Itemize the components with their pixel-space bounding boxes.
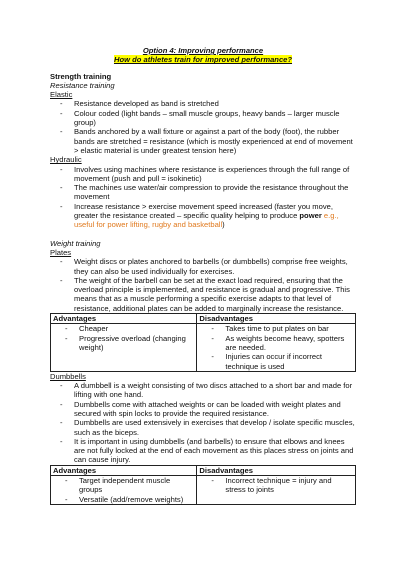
dumbbells-table: [50, 465, 356, 505]
subheading-resistance: Resistance training: [50, 80, 115, 90]
table-header-row: [51, 465, 356, 475]
table-header-row: [51, 314, 356, 324]
emphasis-power: power: [299, 211, 322, 221]
highlighted-example: e.g., useful for power lifting, rugby and basketball: [74, 211, 339, 230]
advantages-list: [53, 476, 194, 504]
spacer: [50, 230, 356, 239]
advantages-list: [53, 324, 194, 352]
table-row: [51, 324, 356, 371]
heading-dumbbells: Dumbbells: [50, 371, 86, 381]
hydraulic-list: [50, 165, 356, 230]
plates-table: [50, 313, 356, 372]
table-cell-disadvantages: [197, 324, 356, 371]
section-heading-strength: Strength training: [50, 71, 112, 81]
list-item: - A dumbbell is a weight consisting of two discs attached to a short bar and made for lifting with one hand.: [74, 381, 356, 400]
heading-elastic: Elastic: [50, 90, 73, 100]
table-cell-advantages: [51, 476, 197, 505]
table-cell-advantages: [51, 324, 197, 371]
page-title: Option 4: Improving performance: [142, 46, 264, 55]
list-item: - Colour coded (light bands – small muscle groups, heavy bands – larger muscle group): [74, 109, 356, 128]
list-item-text: Increase resistance > exercise movement speed increased (faster you move, greater the resistance created – specific quality helping to produce: [74, 201, 333, 221]
list-item: - The weight of the barbell can be set at the exact load required, ensuring that the overload principle is implemented, and resistance is gradual and progressive. This means that as a muscle performing a specific exercise adapts to that level of resistance, additional plates can be added to marginally increase the resistance.: [74, 276, 356, 313]
table-header-advantages: Advantages: [51, 465, 197, 475]
table-header-advantages: Advantages: [51, 314, 197, 324]
elastic-list: [50, 99, 356, 155]
table-row: [51, 476, 356, 505]
list-item: - Target independent muscle groups: [79, 476, 194, 495]
subheading-weight-training: Weight training: [50, 238, 101, 248]
list-item: - Cheaper: [79, 324, 194, 333]
heading-plates: Plates: [50, 247, 72, 257]
list-item: - Versatile (add/remove weights): [79, 495, 194, 504]
list-item: - As weights become heavy, spotters are needed.: [225, 334, 353, 353]
list-item: - Takes time to put plates on bar: [225, 324, 353, 333]
subtitle-row: [50, 55, 356, 64]
list-item-closing: ): [222, 220, 225, 230]
table-header-disadvantages: Disadvantages: [197, 314, 356, 324]
list-item: - Dumbbells come with attached weights or can be loaded with weight plates and secured with spin locks to provide the required resistance.: [74, 400, 356, 419]
list-item: - Dumbbells are used extensively in exercises that develop / isolate specific muscles, such as the biceps.: [74, 418, 356, 437]
list-item: - Bands anchored by a wall fixture or against a part of the body (foot), the rubber bands are stretched = resistance (which is mostly experienced at end of movement > elastic material is under greatest tension here): [74, 127, 356, 155]
list-item: [74, 202, 356, 230]
list-item: - Progressive overload (changing weight): [79, 334, 194, 353]
list-item: - Resistance developed as band is stretched: [74, 99, 356, 108]
page-subtitle: How do athletes train for improved performance?: [113, 55, 293, 65]
list-item: - It is important in using dumbbells (and barbells) to ensure that elbows and knees are not fully locked at the end of each movement as this places stress on joints and can cause injury.: [74, 437, 356, 465]
dumbbells-list: [50, 381, 356, 465]
heading-hydraulic: Hydraulic: [50, 155, 82, 165]
table-cell-disadvantages: [197, 476, 356, 505]
list-item: - Injuries can occur if incorrect technique is used: [225, 352, 353, 371]
document-body: [50, 46, 356, 505]
plates-list: [50, 257, 356, 313]
list-item: - Weight discs or plates anchored to barbells (or dumbbells) comprise free weights, they can also be used individually for exercises.: [74, 257, 356, 276]
list-item: - The machines use water/air compression to provide the resistance throughout the movement: [74, 183, 356, 202]
list-item: - Incorrect technique = injury and stress to joints: [225, 476, 353, 495]
disadvantages-list: [199, 324, 353, 370]
list-item: - Involves using machines where resistance is experiences through the full range of movement (push and pull = isokinetic): [74, 165, 356, 184]
table-header-disadvantages: Disadvantages: [197, 465, 356, 475]
disadvantages-list: [199, 476, 353, 495]
